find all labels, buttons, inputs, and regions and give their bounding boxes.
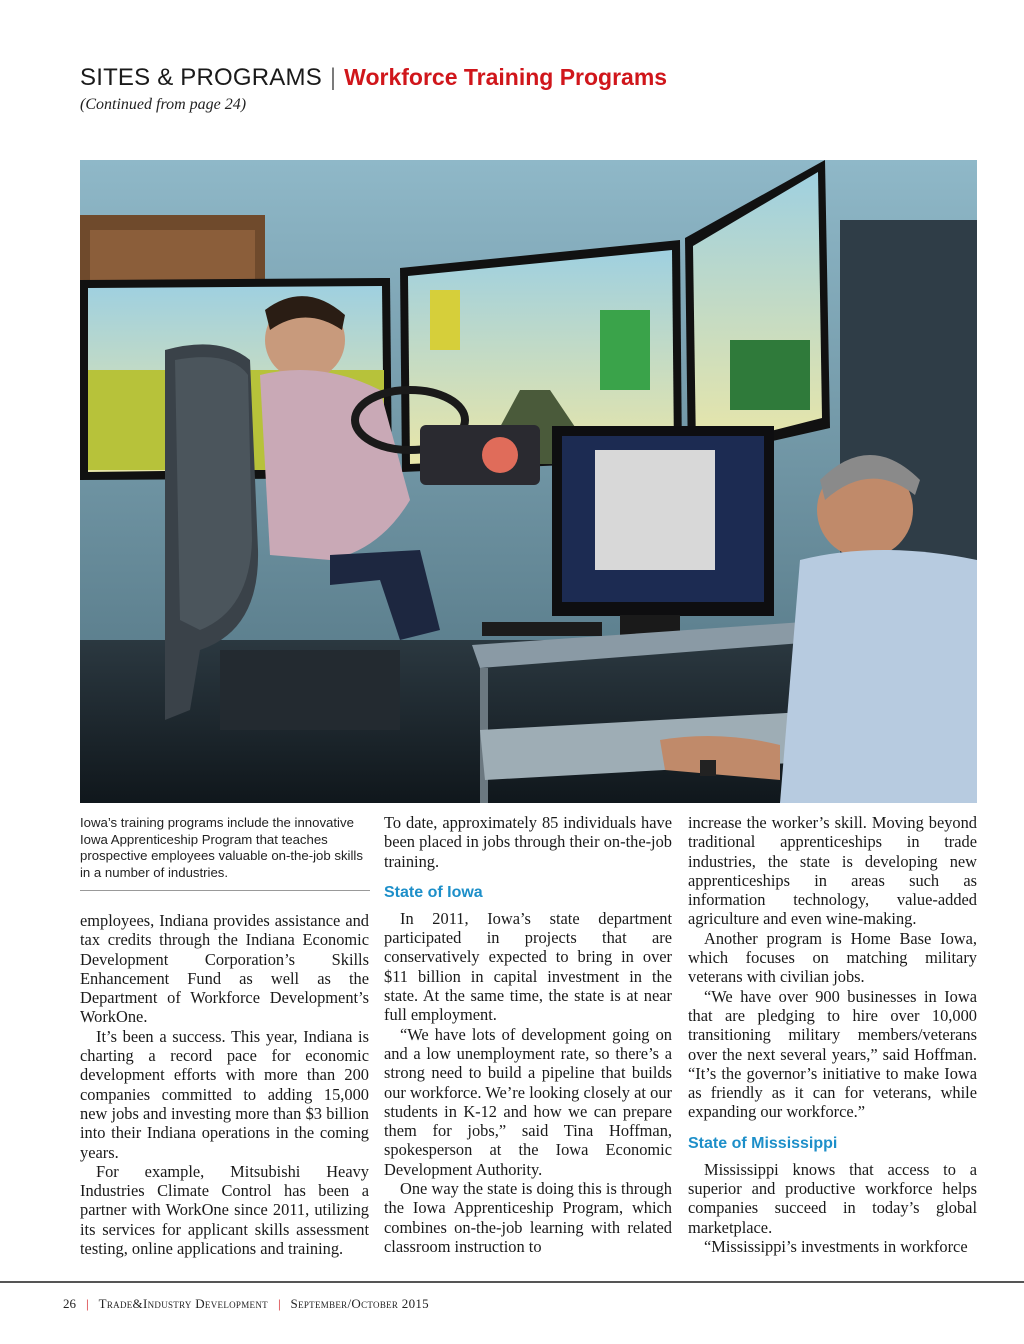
footer-separator: | <box>86 1296 89 1311</box>
photo-illustration <box>80 160 977 803</box>
paragraph: It’s been a success. This year, Indiana is charting a record pace for economic development efforts with more than 200 companies committed to adding 15,000 new jobs and investing more than $3 billion into their Indiana operations in the coming years. <box>80 1026 369 1162</box>
paragraph: Another program is Home Base Iowa, which focuses on matching military veterans with civilian jobs. <box>688 928 977 987</box>
paragraph: “We have over 900 businesses in Iowa that are pledging to hire over 10,000 transitioning military members/veterans over the next several years,” said Hoffman. “It’s the governor’s initiative to make Iowa as friendly as it can for veterans, while expanding our workforce.” <box>688 986 977 1122</box>
paragraph: In 2011, Iowa’s state department participated in projects that are conservatively expected to bring in over $11 billion in capital investment in the state. At the same time, the state is at near full employment. <box>384 908 672 1025</box>
column-1 <box>80 911 369 1258</box>
subhead-state-of-mississippi: State of Mississippi <box>688 1134 838 1152</box>
paragraph: For example, Mitsubishi Heavy Industries Climate Control has been a partner with WorkOne since 2011, utilizing its services for applicant skills assessment testing, online applications and training. <box>80 1161 369 1259</box>
page-number: 26 <box>63 1296 76 1311</box>
paragraph: “Mississippi’s investments in workforce <box>704 1236 968 1256</box>
driving-simulator-photo <box>80 160 977 803</box>
section-label: SITES & PROGRAMS <box>80 64 322 91</box>
column-3 <box>688 813 977 1256</box>
paragraph: employees, Indiana provides assistance and tax credits through the Indiana Economic Development Corporation’s Skills Enhancement Fund as well as the Department of Workforce Development’s WorkOne. <box>80 911 369 1027</box>
footer-separator: | <box>277 1296 281 1311</box>
column-2 <box>384 813 672 1256</box>
paragraph: Mississippi knows that access to a superior and productive workforce helps companies succeed in today’s global marketplace. <box>688 1159 977 1237</box>
paragraph: “We have lots of development going on and a low unemployment rate, so there’s a strong need to build a pipeline that builds our workforce. We’re looking closely at our students in K-12 and how we can prepare them for jobs,” said Tina Hoffman, spokesperson at the Iowa Economic Development Authority. <box>384 1024 672 1179</box>
page-header <box>80 64 960 114</box>
photo-caption: Iowa’s training programs include the innovative Iowa Apprenticeship Program that teaches prospective employees valuable on-the-job skills in a number of industries. <box>80 815 363 880</box>
footer-divider <box>0 1281 1024 1283</box>
page-footer <box>63 1296 429 1312</box>
issue-date: September/October 2015 <box>290 1296 429 1311</box>
header-line <box>80 64 960 92</box>
subhead-state-of-iowa: State of Iowa <box>384 883 483 901</box>
continued-note: (Continued from page 24) <box>80 96 247 113</box>
page-title: Workforce Training Programs <box>344 64 668 90</box>
paragraph: To date, approximately 85 individuals have been placed in jobs through their on-the-job training. <box>384 813 672 871</box>
caption-divider <box>80 890 370 891</box>
paragraph: increase the worker’s skill. Moving beyond traditional apprenticeships in trade industries, the state is developing new apprenticeships in areas such as information technology, value-added agriculture and even wine-making. <box>688 813 977 929</box>
paragraph: One way the state is doing this is through the Iowa Apprenticeship Program, which combines on-the-job learning with related classroom instruction to <box>384 1179 672 1256</box>
header-separator: | <box>329 64 337 91</box>
publication-name: Trade&Industry Development <box>98 1296 268 1311</box>
